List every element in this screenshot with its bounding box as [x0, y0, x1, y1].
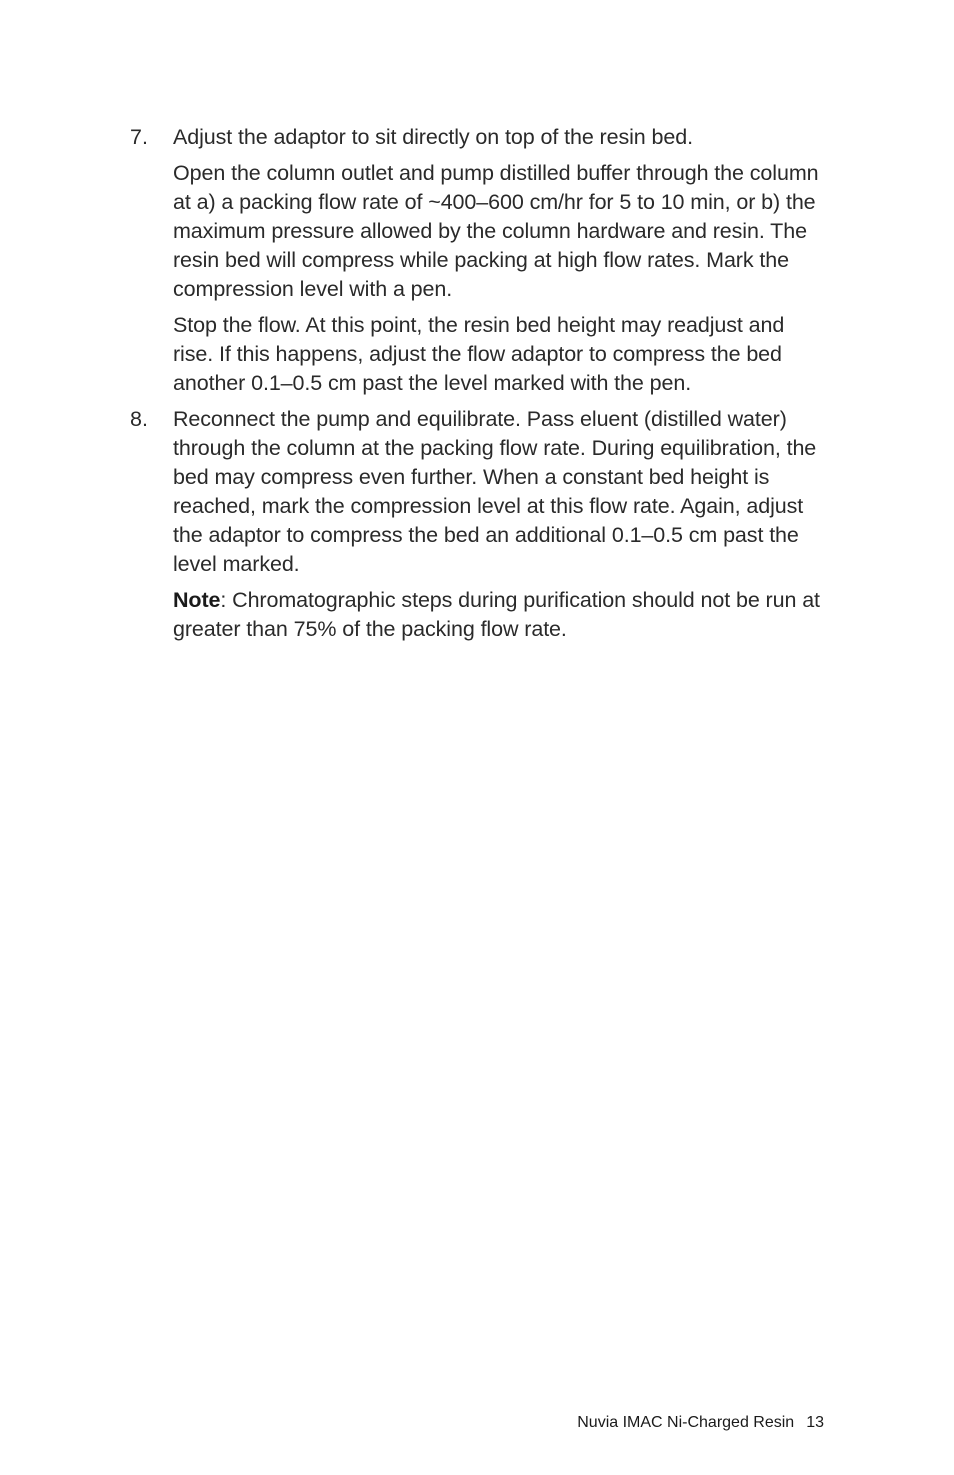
document-body — [130, 123, 830, 651]
page-footer — [577, 1413, 824, 1433]
step-8-paragraph-1: Reconnect the pump and equilibrate. Pass eluent (distilled water) through the column at the packing flow rate. During equilibration, the bed may compress even further. When a constant bed height is reached, mark the compression level at this flow rate. Again, adjust the adaptor to compress the bed an additional 0.1–0.5 cm past the level marked. — [173, 407, 817, 576]
step-7-paragraph-3: Stop the flow. At this point, the resin bed height may readjust and rise. If this happens, adjust the flow adaptor to compress the bed another 0.1–0.5 cm past the level marked with the pen. — [173, 313, 785, 395]
note-paragraph — [173, 586, 830, 644]
step-8 — [130, 405, 830, 644]
step-7-paragraph-2: Open the column outlet and pump distilled buffer through the column at a) a packing flow rate of ~400–600 cm/hr for 5 to 10 min, or b) the maximum pressure allowed by the column hardware and resin. The resin bed will compress while packing at high flow rates. Mark the compression level with a pen. — [173, 161, 819, 301]
step-7-paragraph-1: Adjust the adaptor to sit directly on top of the resin bed. — [173, 125, 693, 149]
page-number: 13 — [806, 1414, 824, 1431]
footer-title: Nuvia IMAC Ni-Charged Resin — [577, 1414, 795, 1431]
step-number: 8. — [130, 407, 148, 431]
note-label: Note — [173, 588, 221, 612]
note-text: : Chromatographic steps during purification should not be run at greater than 75% of the packing flow rate. — [173, 588, 820, 641]
step-number: 7. — [130, 125, 148, 149]
step-7 — [130, 123, 830, 398]
